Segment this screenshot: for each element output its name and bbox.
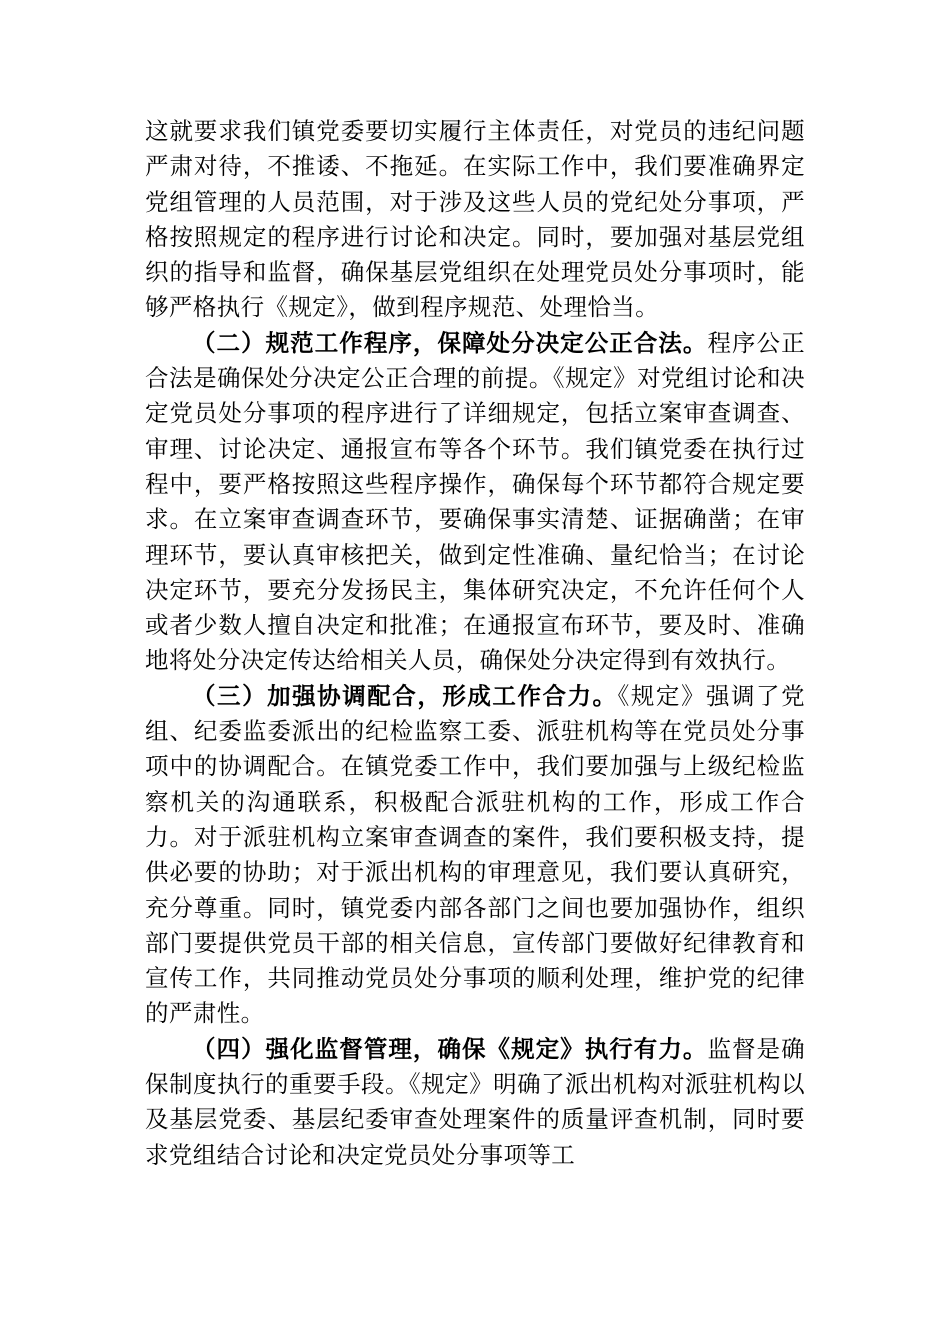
paragraph-continuation [145, 114, 805, 326]
paragraph-section-3 [145, 679, 805, 1032]
paragraph-text: 程序公正合法是确保处分决定公正合理的前提。《规定》对党组讨论和决定党员处分事项的程序进行了详细规定，包括立案审查调查、审理、讨论决定、通报宣布等各个环节。我们镇党委在执行过程中，要严格按照这些程序操作，确保每个环节都符合规定要求。在立案审查调查环节，要确保事实清楚、证据确凿；在审理环节，要认真审核把关，做到定性准确、量纪恰当；在讨论决定环节，要充分发扬民主，集体研究决定，不允许任何个人或者少数人擅自决定和批准；在通报宣布环节，要及时、准确地将处分决定传达给相关人员，确保处分决定得到有效执行。 [145, 328, 805, 675]
paragraph-text: 监督是确保制度执行的重要手段。《规定》明确了派出机构对派驻机构以及基层党委、基层纪委审查处理案件的质量评查机制，同时要求党组结合讨论和决定党员处分事项等工 [145, 1034, 805, 1169]
paragraph-text: 这就要求我们镇党委要切实履行主体责任，对党员的违纪问题严肃对待，不推诿、不拖延。在实际工作中，我们要准确界定党组管理的人员范围，对于涉及这些人员的党纪处分事项，严格按照规定的程序进行讨论和决定。同时，要加强对基层党组织的指导和监督，确保基层党组织在处理党员处分事项时，能够严格执行《规定》，做到程序规范、处理恰当。 [145, 117, 805, 322]
paragraph-section-4 [145, 1032, 805, 1173]
paragraph-text: 《规定》强调了党组、纪委监委派出的纪检监察工委、派驻机构等在党员处分事项中的协调配合。在镇党委工作中，我们要加强与上级纪检监察机关的沟通联系，积极配合派驻机构的工作，形成工作合力。对于派驻机构立案审查调查的案件，我们要积极支持，提供必要的协助；对于派出机构的审理意见，我们要认真研究，充分尊重。同时，镇党委内部各部门之间也要加强协作，组织部门要提供党员干部的相关信息，宣传部门要做好纪律教育和宣传工作，共同推动党员处分事项的顺利处理，维护党的纪律的严肃性。 [145, 681, 805, 1028]
document-body [145, 114, 805, 1173]
section-heading-3: （三）加强协调配合，形成工作合力。 [192, 681, 618, 710]
section-heading-4: （四）强化监督管理，确保《规定》执行有力。 [192, 1034, 708, 1063]
section-heading-2: （二）规范工作程序，保障处分决定公正合法。 [192, 328, 708, 357]
paragraph-section-2 [145, 326, 805, 679]
